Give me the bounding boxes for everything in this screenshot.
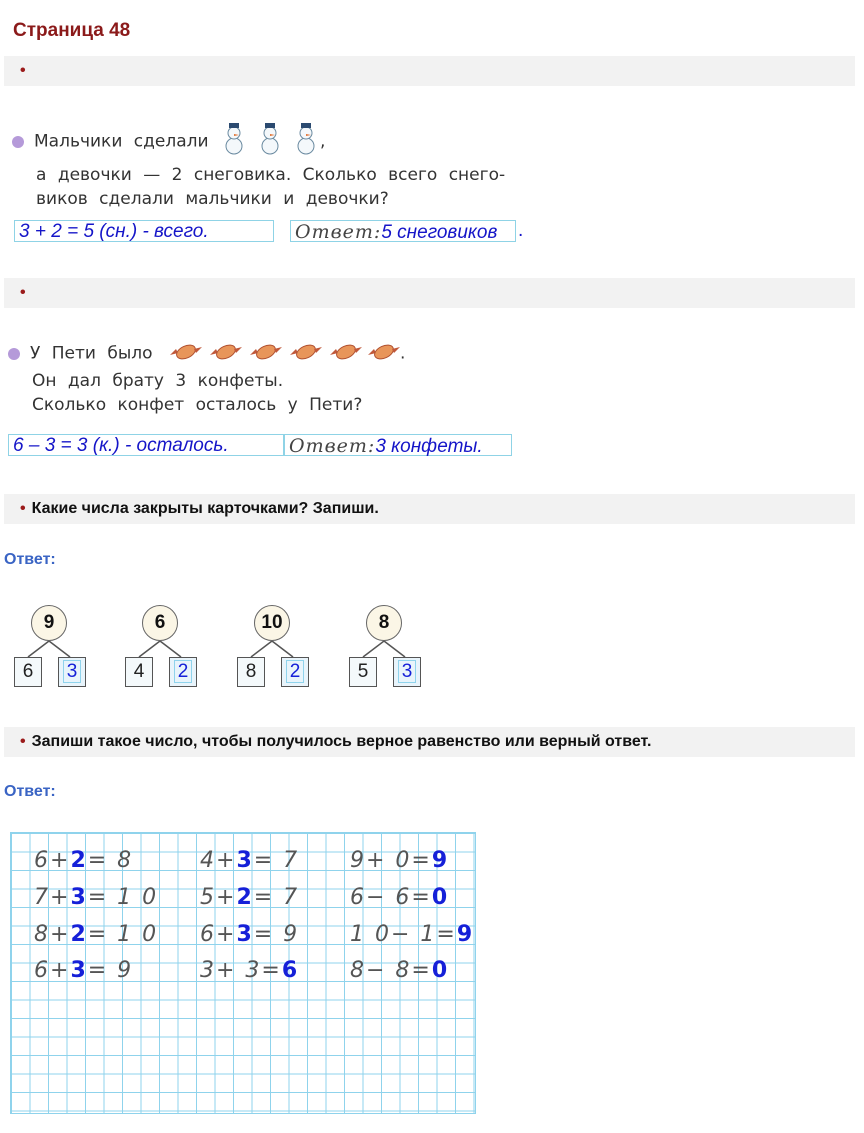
punctuation: , <box>319 131 326 152</box>
problem-text: Он дал брату 3 конфеты. <box>32 371 284 391</box>
equation: 8− 8=0 <box>350 958 450 983</box>
task-bar-4 <box>4 727 855 757</box>
equation: 6+3= 9 <box>200 922 300 947</box>
equation: 7+3= 1 0 <box>34 885 159 910</box>
number-tree <box>12 605 88 689</box>
problem-text: виков сделали мальчики и девочки? <box>36 189 389 209</box>
problem-text: У Пети было <box>30 343 153 364</box>
punctuation: . <box>399 343 406 364</box>
answer-word: Ответ: <box>289 435 376 457</box>
purple-dot-icon <box>12 136 24 148</box>
answer-line <box>290 220 516 242</box>
equation: 5+2= 7 <box>200 885 300 910</box>
purple-dot-icon <box>8 348 20 360</box>
tree-left-card: 6 <box>14 657 42 687</box>
answer-text: 3 конфеты. <box>375 436 483 457</box>
task-prompt: Какие числа закрыты карточками? Запиши. <box>31 500 379 517</box>
tree-top-number: 8 <box>366 605 402 641</box>
answer-text: 5 снеговиков <box>381 222 498 243</box>
tree-left-card: 4 <box>125 657 153 687</box>
candy-icon <box>164 338 400 369</box>
equation: 4+3= 7 <box>200 848 300 873</box>
bullet: • <box>20 733 26 750</box>
snowman-icon <box>220 120 320 163</box>
tree-left-card: 8 <box>237 657 265 687</box>
task-bar-3 <box>4 494 855 524</box>
task-bar-1 <box>4 56 855 86</box>
equation: 6+3= 9 <box>34 958 134 983</box>
equation: 9+ 0=9 <box>350 848 450 873</box>
problem-candies <box>8 338 405 417</box>
number-tree <box>123 605 199 689</box>
tree-right-card-answer: 2 <box>281 657 309 687</box>
equation: 6− 6=0 <box>350 885 450 910</box>
task-bar-2 <box>4 278 855 308</box>
solution-expression: 3 + 2 = 5 (сн.) - всего. <box>14 220 274 242</box>
solution-expression: 6 – 3 = 3 (к.) - осталось. <box>8 434 284 456</box>
bullet: • <box>20 500 26 517</box>
bullet: • <box>20 284 26 301</box>
tree-right-card-answer: 2 <box>169 657 197 687</box>
tree-top-number: 9 <box>31 605 67 641</box>
answer-label: Ответ: <box>4 783 56 800</box>
problem-text: Мальчики сделали <box>34 131 209 152</box>
equation: 1 0− 1=9 <box>350 922 475 947</box>
equation: 8+2= 1 0 <box>34 922 159 947</box>
page-title: Страница 48 <box>13 20 131 41</box>
problem-text: Сколько конфет осталось у Пети? <box>32 395 363 415</box>
problem-text: а девочки — 2 снеговика. Сколько всего снего- <box>36 165 506 185</box>
number-tree <box>235 605 311 689</box>
answer-word: Ответ: <box>295 221 382 243</box>
task-prompt: Запиши такое число, чтобы получилось верное равенство или верный ответ. <box>31 733 652 750</box>
tree-right-card-answer: 3 <box>393 657 421 687</box>
equation: 3+ 3=6 <box>200 958 300 983</box>
tree-top-number: 10 <box>254 605 290 641</box>
equation: 6+2= 8 <box>34 848 134 873</box>
tree-left-card: 5 <box>349 657 377 687</box>
number-tree <box>347 605 423 689</box>
bullet: • <box>20 62 26 79</box>
answer-label: Ответ: <box>4 551 56 568</box>
tree-top-number: 6 <box>142 605 178 641</box>
answer-line <box>284 434 512 456</box>
tree-right-card-answer: 3 <box>58 657 86 687</box>
punctuation: . <box>518 220 524 241</box>
problem-snowmen <box>12 120 505 211</box>
